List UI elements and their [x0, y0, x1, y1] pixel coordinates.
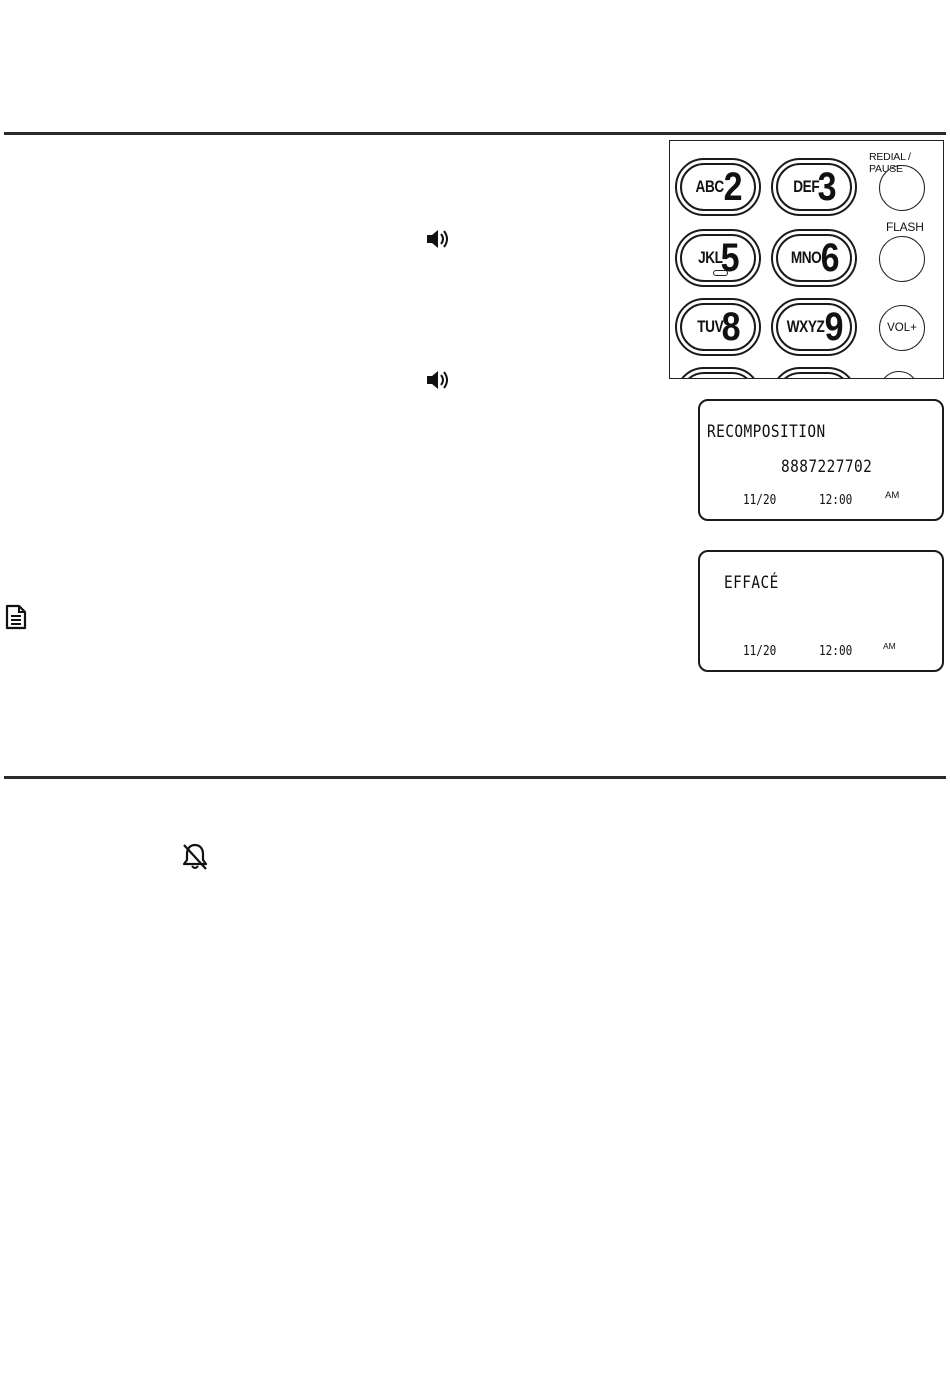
keypad-illustration — [669, 140, 944, 379]
key-letters: JKL — [697, 248, 723, 267]
volume-up-label: VOL+ — [887, 322, 917, 334]
redial-pause-label: REDIAL / PAUSE — [869, 151, 911, 175]
lcd-ampm: AM — [883, 641, 896, 651]
key-9[interactable] — [771, 298, 857, 356]
flash-button[interactable] — [879, 236, 925, 282]
lcd-time: 12:00 — [819, 644, 853, 659]
key-digit: 9 — [825, 305, 845, 349]
key-digit: 6 — [820, 236, 840, 280]
lcd-phone-number: 8887227702 — [781, 457, 873, 477]
speaker-icon — [425, 228, 451, 250]
lcd-date: 11/20 — [743, 493, 777, 508]
tactile-bump-icon — [713, 270, 728, 276]
section-rule — [4, 776, 946, 779]
round-button-partial — [879, 371, 919, 379]
key-letters: MNO — [790, 248, 822, 267]
key-digit: 3 — [817, 165, 837, 209]
bell-off-icon — [180, 842, 210, 872]
key-partial — [675, 367, 761, 379]
lcd-date: 11/20 — [743, 644, 777, 659]
lcd-screen-deleted — [698, 550, 944, 672]
key-3[interactable] — [771, 158, 857, 216]
key-2[interactable] — [675, 158, 761, 216]
note-icon — [5, 604, 27, 630]
key-8[interactable] — [675, 298, 761, 356]
key-letters: DEF — [792, 177, 819, 196]
key-5[interactable] — [675, 229, 761, 287]
key-letters: WXYZ — [787, 317, 825, 336]
lcd-time: 12:00 — [819, 493, 853, 508]
flash-label: FLASH — [886, 220, 924, 234]
lcd-screen-redial — [698, 399, 944, 521]
volume-up-button[interactable] — [879, 305, 925, 351]
redial-pause-button[interactable] — [879, 165, 925, 211]
key-digit: 2 — [723, 165, 743, 209]
lcd-title: EFFACÉ — [724, 573, 779, 593]
top-rule — [4, 132, 946, 135]
lcd-ampm: AM — [885, 490, 900, 501]
lcd-title: RECOMPOSITION — [707, 422, 826, 442]
key-digit: 8 — [721, 305, 741, 349]
key-letters: ABC — [695, 177, 725, 196]
speaker-icon — [425, 369, 451, 391]
key-digit: 5 — [720, 236, 740, 280]
key-letters: TUV — [696, 317, 723, 336]
key-partial — [771, 367, 857, 379]
key-6[interactable] — [771, 229, 857, 287]
